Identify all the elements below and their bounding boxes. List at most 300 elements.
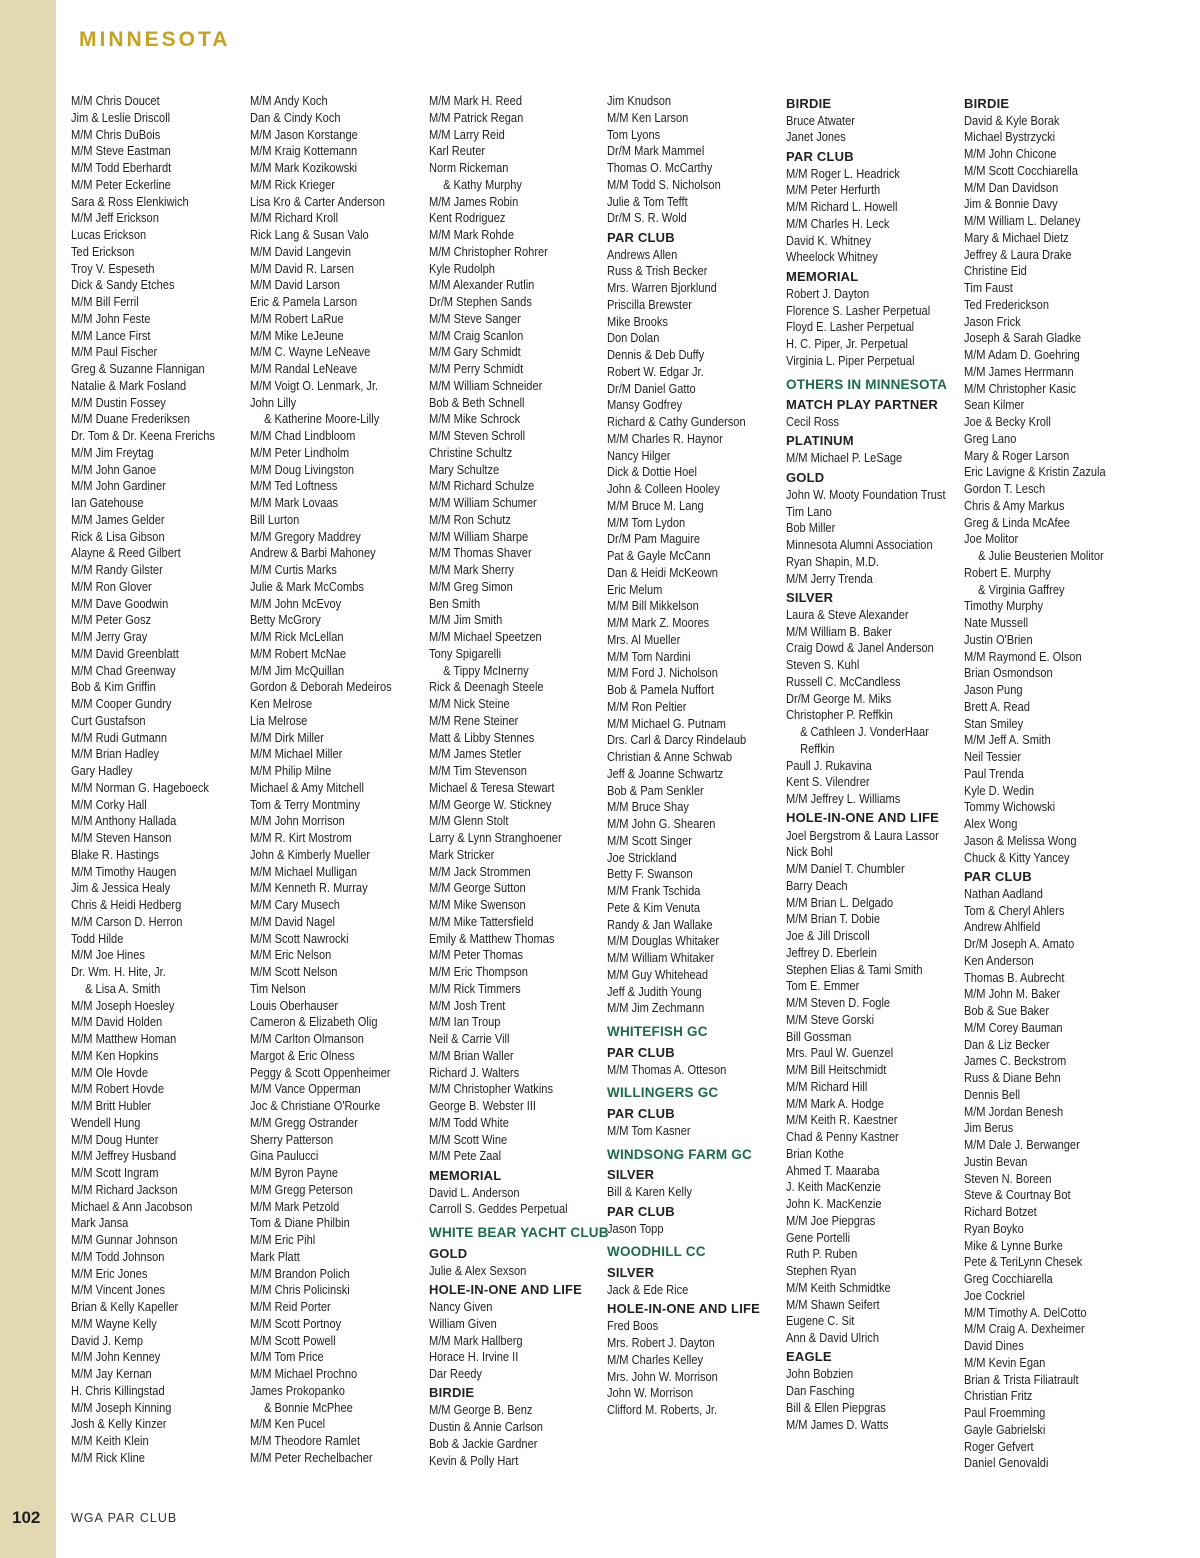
level-heading: PAR CLUB	[607, 1203, 675, 1219]
member-name: Bill & Ellen Piepgras	[786, 1400, 886, 1415]
footer-label: WGA PAR CLUB	[71, 1511, 178, 1525]
member-name: Julie & Tom Tefft	[607, 194, 688, 209]
member-name: Norm Rickeman	[429, 161, 509, 175]
member-name: Paul Trenda	[964, 766, 1024, 781]
member-name: Rick & Deenagh Steele	[429, 680, 544, 695]
member-name: Jack & Ede Rice	[607, 1283, 689, 1298]
member-name: J. Keith MacKenzie	[786, 1180, 881, 1195]
member-name: Rick & Lisa Gibson	[71, 529, 165, 544]
member-name: Lia Melrose	[250, 713, 308, 728]
member-name: Brian Osmondson	[964, 666, 1053, 681]
member-name: Jason Frick	[964, 314, 1021, 329]
member-name: M/M Eric Pihl	[250, 1233, 316, 1247]
member-name: Paull J. Rukavina	[786, 758, 872, 773]
member-name: Dr/M George M. Miks	[786, 691, 892, 706]
member-name: Don Dolan	[607, 331, 660, 346]
member-name: M/M Eric Nelson	[250, 948, 332, 963]
member-name: Robert J. Dayton	[786, 286, 870, 301]
member-name: Bruce Atwater	[786, 113, 855, 128]
member-name: M/M Chris Policinski	[250, 1283, 350, 1298]
member-name: M/M Alexander Rutlin	[429, 278, 535, 293]
member-name: David & Kyle Borak	[964, 113, 1060, 128]
member-name: M/M William Schneider	[429, 378, 543, 393]
member-name: Wheelock Whitney	[786, 250, 878, 265]
member-name: M/M Richard Kroll	[250, 211, 339, 226]
member-name: Roger Gefvert	[964, 1439, 1034, 1454]
member-name: M/M Richard Schulze	[429, 479, 535, 494]
member-name: M/M Jerry Trenda	[786, 571, 873, 586]
member-name: Ian Gatehouse	[71, 496, 144, 510]
member-name: Mary & Roger Larson	[964, 448, 1070, 463]
member-name: Ryan Boyko	[964, 1221, 1024, 1236]
member-name: M/M Philip Milne	[250, 764, 332, 778]
member-name: M/M Jerry Gray	[71, 630, 148, 644]
member-name: Christian Fritz	[964, 1389, 1033, 1404]
member-name: Floyd E. Lasher Perpetual	[786, 320, 915, 335]
member-name: David L. Anderson	[429, 1185, 520, 1200]
member-name: M/M Doug Livingston	[250, 462, 355, 477]
level-heading: HOLE-IN-ONE AND LIFE	[607, 1301, 761, 1317]
column-4	[607, 93, 783, 1419]
member-name: M/M William Whitaker	[607, 951, 715, 966]
member-name-continuation: & Lisa A. Smith	[85, 981, 161, 996]
member-name: M/M Brian L. Delgado	[786, 895, 894, 910]
member-name: M/M Steve Eastman	[71, 144, 171, 159]
member-name: M/M Brandon Polich	[250, 1266, 350, 1281]
member-name: Bob & Pamela Nuffort	[607, 683, 714, 698]
member-name: Mary & Michael Dietz	[964, 230, 1069, 245]
member-name: M/M David Larson	[250, 278, 340, 293]
member-name: Priscilla Brewster	[607, 297, 692, 312]
member-name: M/M Christopher Rohrer	[429, 244, 548, 259]
page-number: 102	[12, 1508, 41, 1527]
member-name: M/M Tom Kasner	[607, 1124, 691, 1139]
member-name: M/M Dave Goodwin	[71, 596, 169, 611]
member-name: M/M Mike Schrock	[429, 412, 521, 427]
member-name: Bob & Pam Senkler	[607, 783, 704, 798]
member-name: M/M Kenneth R. Murray	[250, 881, 368, 896]
member-name: Sara & Ross Elenkiwich	[71, 194, 189, 209]
member-name: Dennis & Deb Duffy	[607, 348, 705, 363]
member-name: M/M Eric Thompson	[429, 965, 528, 979]
member-name: Michael & Ann Jacobson	[71, 1199, 193, 1214]
member-name: Chris & Amy Markus	[964, 498, 1065, 513]
member-name-continuation: Reffkin	[800, 741, 835, 756]
member-name: Sean Kilmer	[964, 398, 1025, 413]
member-name: Barry Deach	[786, 878, 848, 893]
member-name: Brett A. Read	[964, 699, 1030, 714]
member-name: Mrs. Paul W. Guenzel	[786, 1046, 894, 1061]
member-name: M/M Scott Cocchiarella	[964, 163, 1078, 178]
member-name: Matt & Libby Stennes	[429, 730, 535, 745]
member-name: M/M Jim Freytag	[71, 445, 154, 460]
member-name: M/M Peter Eckerline	[71, 177, 171, 192]
member-name: M/M Josh Trent	[429, 998, 506, 1013]
member-name: Justin O'Brien	[964, 632, 1033, 647]
member-name: Janet Jones	[786, 130, 846, 145]
member-name: Laura & Steve Alexander	[786, 607, 909, 622]
member-name: M/M Steve Sanger	[429, 311, 521, 326]
member-name: Jason & Melissa Wong	[964, 833, 1077, 848]
member-name: Kyle Rudolph	[429, 261, 495, 276]
member-name: Dr/M Daniel Gatto	[607, 381, 696, 396]
member-name: M/M James Robin	[429, 194, 519, 209]
level-heading: GOLD	[786, 469, 825, 485]
member-name: Minnesota Alumni Association	[786, 538, 933, 553]
member-name: Joe Cockriel	[964, 1288, 1025, 1303]
member-name: Jason Pung	[964, 683, 1023, 698]
member-name: Michael Bystrzycki	[964, 130, 1056, 145]
member-name: M/M Theodore Ramlet	[250, 1434, 361, 1448]
member-name: M/M R. Kirt Mostrom	[250, 831, 352, 845]
member-name: Gordon T. Lesch	[964, 482, 1046, 497]
member-name: M/M Christopher Watkins	[429, 1082, 553, 1097]
member-name: M/M David Nagel	[250, 914, 336, 929]
member-name: M/M Michael G. Putnam	[607, 716, 726, 731]
member-name: M/M Curtis Marks	[250, 563, 337, 577]
column-2	[250, 93, 426, 1467]
member-name: Stan Smiley	[964, 716, 1024, 731]
member-name: Mike & Lynne Burke	[964, 1238, 1063, 1253]
member-name: Joel Bergstrom & Laura Lassor	[786, 828, 939, 843]
member-name: M/M Jim Zechmann	[607, 1001, 705, 1016]
member-name: Dick & Dottie Hoel	[607, 465, 697, 480]
member-name: M/M Richard Jackson	[71, 1182, 178, 1197]
member-name: M/M William L. Delaney	[964, 214, 1081, 229]
member-name: Margot & Eric Olness	[250, 1048, 355, 1063]
member-name: Dr. Tom & Dr. Keena Frerichs	[71, 429, 215, 443]
member-name: Nancy Given	[429, 1300, 493, 1315]
member-name: Dan & Liz Becker	[964, 1037, 1050, 1052]
member-name: Fred Boos	[607, 1319, 659, 1334]
member-name: Nate Mussell	[964, 616, 1029, 631]
member-name: Stephen Elias & Tami Smith	[786, 962, 923, 977]
member-name: M/M Bill Ferril	[71, 295, 139, 309]
member-name: M/M Jim Smith	[429, 613, 503, 628]
member-name: M/M Mark Petzold	[250, 1199, 340, 1214]
member-name: Joe & Jill Driscoll	[786, 929, 870, 943]
member-name: John & Kimberly Mueller	[250, 847, 371, 862]
member-name: M/M John M. Baker	[964, 987, 1061, 1002]
member-name: Christopher P. Reffkin	[786, 708, 893, 723]
member-name: M/M Norman G. Hageboeck	[71, 780, 209, 795]
member-name: Timothy Murphy	[964, 599, 1044, 614]
member-name: M/M Tim Stevenson	[429, 764, 527, 778]
member-name: Joe Molitor	[964, 532, 1019, 547]
member-name: M/M Richard Hill	[786, 1079, 868, 1094]
member-name: M/M Vincent Jones	[71, 1283, 166, 1298]
member-name: M/M Britt Hubler	[71, 1099, 152, 1113]
member-name: M/M Jason Korstange	[250, 127, 358, 142]
member-name: M/M Mark Sherry	[429, 563, 514, 577]
member-name: M/M Ron Peltier	[607, 699, 687, 714]
member-name: Christian & Anne Schwab	[607, 750, 733, 765]
member-name: M/M Todd White	[429, 1115, 509, 1130]
member-name: M/M Raymond E. Olson	[964, 649, 1082, 664]
member-name: M/M John Ganoe	[71, 462, 157, 477]
member-name: Eric Melum	[607, 582, 663, 597]
column-6	[964, 93, 1140, 1472]
member-name: Cecil Ross	[786, 415, 839, 430]
member-name: M/M Michael P. LeSage	[786, 451, 903, 466]
member-name: M/M Nick Steine	[429, 697, 510, 711]
member-name: M/M Eric Jones	[71, 1266, 148, 1281]
member-name-continuation: & Virginia Gaffrey	[978, 582, 1065, 597]
member-name: Gina Paulucci	[250, 1149, 319, 1164]
member-name: Joe Strickland	[607, 850, 677, 865]
member-name: M/M Gregory Maddrey	[250, 529, 361, 544]
member-name: Jeffrey D. Eberlein	[786, 945, 877, 960]
member-name: Ken Anderson	[964, 953, 1034, 968]
member-name: Troy V. Espeseth	[71, 261, 155, 276]
member-name: Bob & Beth Schnell	[429, 395, 525, 410]
member-name: M/M Daniel T. Chumbler	[786, 862, 905, 876]
level-heading: EAGLE	[786, 1349, 832, 1365]
member-name: M/M Patrick Regan	[429, 110, 524, 125]
member-name: Betty F. Swanson	[607, 867, 693, 882]
member-name-continuation: & Kathy Murphy	[443, 177, 522, 192]
member-name: M/M Joe Piepgras	[786, 1213, 876, 1228]
member-name: Louis Oberhauser	[250, 998, 339, 1013]
member-name: M/M Gary Schmidt	[429, 345, 521, 360]
member-name: M/M Larry Reid	[429, 127, 505, 142]
member-name: Gene Portelli	[786, 1230, 851, 1245]
member-name: Joc & Christiane O'Rourke	[250, 1099, 381, 1113]
member-name: Pete & TeriLynn Chesek	[964, 1255, 1083, 1270]
member-name: M/M Craig A. Dexheimer	[964, 1322, 1085, 1337]
member-name: M/M William Sharpe	[429, 529, 529, 544]
member-name: Josh & Kelly Kinzer	[71, 1417, 167, 1432]
member-name: M/M Steven Hanson	[71, 831, 172, 845]
member-name: Andrews Allen	[607, 247, 678, 262]
member-name: M/M Carson D. Herron	[71, 914, 183, 929]
page-title: MINNESOTA	[79, 28, 231, 51]
member-name: M/M Andy Koch	[250, 94, 328, 108]
member-name: M/M Charles R. Haynor	[607, 431, 723, 446]
member-name: M/M Tom Price	[250, 1350, 324, 1365]
member-name: Tom E. Emmer	[786, 979, 860, 994]
member-name: Karl Reuter	[429, 144, 486, 159]
member-name: Tom & Terry Montminy	[250, 797, 361, 812]
level-heading: MATCH PLAY PARTNER	[786, 397, 938, 413]
member-name: M/M Todd S. Nicholson	[607, 177, 721, 192]
member-name: Mansy Godfrey	[607, 398, 683, 413]
member-name: Russ & Trish Becker	[607, 264, 708, 279]
member-name: M/M Michael Prochno	[250, 1367, 358, 1381]
member-name: George B. Webster III	[429, 1099, 536, 1113]
member-name: M/M Charles Kelley	[607, 1352, 704, 1367]
member-name: M/M Jack Strommen	[429, 864, 531, 879]
member-name: Brian & Kelly Kapeller	[71, 1300, 179, 1314]
member-name: Dr/M Stephen Sands	[429, 295, 532, 309]
member-name: M/M Adam D. Goehring	[964, 348, 1080, 363]
member-name: M/M Voigt O. Lenmark, Jr.	[250, 378, 379, 393]
member-name: M/M Scott Nelson	[250, 965, 338, 979]
member-name: M/M Steven D. Fogle	[786, 996, 891, 1010]
member-name: M/M Greg Simon	[429, 579, 513, 594]
member-name: M/M Jordan Benesh	[964, 1104, 1064, 1119]
member-name: Robert W. Edgar Jr.	[607, 364, 704, 379]
member-name: M/M Keith Schmidtke	[786, 1280, 891, 1295]
member-name: Dr/M Joseph A. Amato	[964, 937, 1075, 952]
member-name: Mark Jansa	[71, 1216, 129, 1231]
member-name: M/M John Kenney	[71, 1350, 161, 1365]
member-name: Neil Tessier	[964, 750, 1022, 765]
member-name: M/M Scott Ingram	[71, 1166, 159, 1180]
member-name: Eugene C. Sit	[786, 1314, 855, 1329]
level-heading: GOLD	[429, 1245, 468, 1261]
member-name: M/M Chad Lindbloom	[250, 429, 356, 443]
member-name: Ted Erickson	[71, 244, 135, 259]
member-name: Dr/M Mark Mammel	[607, 144, 705, 159]
member-name: Blake R. Hastings	[71, 847, 160, 862]
member-name: Chad & Penny Kastner	[786, 1130, 899, 1144]
member-name: M/M Jim McQuillan	[250, 663, 345, 678]
member-name: Greg & Linda McAfee	[964, 515, 1070, 530]
side-band	[0, 0, 56, 1558]
member-name: Dan & Heidi McKeown	[607, 565, 718, 580]
member-name: M/M Tom Nardini	[607, 649, 691, 664]
member-name: Drs. Carl & Darcy Rindelaub	[607, 733, 747, 748]
member-name: M/M Bill Mikkelson	[607, 599, 699, 614]
member-name: Ben Smith	[429, 596, 481, 611]
member-name: Joe & Becky Kroll	[964, 415, 1051, 430]
member-name: M/M Richard L. Howell	[786, 200, 898, 215]
level-heading: BIRDIE	[964, 95, 1010, 111]
member-name: Mark Platt	[250, 1249, 300, 1264]
member-name: M/M Dan Davidson	[964, 180, 1059, 195]
member-name: Tim Faust	[964, 281, 1013, 296]
member-name: M/M Dale J. Berwanger	[964, 1138, 1080, 1153]
member-name-continuation: & Katherine Moore-Lilly	[264, 412, 380, 427]
member-name: M/M Scott Portnoy	[250, 1316, 342, 1331]
member-name: M/M John McEvoy	[250, 596, 342, 611]
level-heading: PAR CLUB	[607, 1044, 675, 1060]
member-name: David Dines	[964, 1339, 1024, 1354]
member-name: Gordon & Deborah Medeiros	[250, 680, 392, 695]
member-name: M/M Mark Lovaas	[250, 496, 339, 510]
member-name: Lucas Erickson	[71, 228, 147, 242]
level-heading: HOLE-IN-ONE AND LIFE	[429, 1281, 583, 1297]
member-name: Kevin & Polly Hart	[429, 1453, 519, 1468]
member-name: M/M Joseph Hoesley	[71, 998, 175, 1013]
member-name: M/M Corey Bauman	[964, 1020, 1063, 1035]
member-name: M/M Mark Hallberg	[429, 1333, 523, 1348]
member-name: Craig Dowd & Janel Anderson	[786, 641, 934, 656]
member-name: Christine Eid	[964, 264, 1027, 279]
member-name: M/M Scott Wine	[429, 1132, 508, 1147]
member-name: James Prokopanko	[250, 1383, 345, 1398]
level-heading: HOLE-IN-ONE AND LIFE	[786, 810, 940, 826]
member-name: Brian & Trista Filiatrault	[964, 1372, 1079, 1387]
member-name: M/M James Herrmann	[964, 364, 1074, 379]
member-name: Jeffrey & Laura Drake	[964, 247, 1072, 262]
member-name: M/M Cary Musech	[250, 898, 340, 912]
member-name: Michael & Amy Mitchell	[250, 780, 364, 795]
member-name: Steven S. Kuhl	[786, 658, 860, 673]
member-name: M/M Ian Troup	[429, 1015, 501, 1030]
member-name-continuation: & Bonnie McPhee	[264, 1400, 353, 1415]
member-name: Christine Schultz	[429, 445, 513, 460]
member-name: M/M Jeffrey L. Williams	[786, 792, 901, 807]
member-name: Jim Berus	[964, 1121, 1014, 1136]
member-name: M/M Paul Fischer	[71, 345, 158, 360]
member-name: Jason Topp	[607, 1221, 664, 1236]
member-name: Kyle D. Wedin	[964, 783, 1035, 798]
member-name: M/M Ron Glover	[71, 579, 152, 594]
member-name: Sherry Patterson	[250, 1132, 334, 1147]
column-1	[71, 93, 247, 1467]
member-name: Gary Hadley	[71, 764, 133, 778]
member-name: Peggy & Scott Oppenheimer	[250, 1065, 391, 1080]
member-name: M/M Peter Lindholm	[250, 445, 350, 460]
member-name: Jim & Leslie Driscoll	[71, 110, 171, 125]
member-name: Ahmed T. Maaraba	[786, 1163, 880, 1178]
member-name: M/M Randy Gilster	[71, 563, 163, 577]
member-name: Mike Brooks	[607, 314, 668, 329]
level-heading: PLATINUM	[786, 433, 854, 449]
member-name: Dustin & Annie Carlson	[429, 1420, 543, 1435]
member-name: M/M John Morrison	[250, 814, 345, 829]
member-name: Todd Hilde	[71, 931, 124, 946]
member-name: Julie & Mark McCombs	[250, 579, 364, 594]
member-name: M/M Thomas A. Otteson	[607, 1062, 727, 1077]
member-name: M/M Douglas Whitaker	[607, 934, 720, 949]
member-name: M/M James Gelder	[71, 512, 165, 527]
member-name: M/M Cooper Gundry	[71, 697, 172, 711]
member-name: M/M Peter Gosz	[71, 613, 152, 628]
member-name: Ted Frederickson	[964, 297, 1050, 312]
level-heading: SILVER	[607, 1167, 655, 1183]
member-name: Neil & Carrie Vill	[429, 1032, 510, 1046]
member-name: Lisa Kro & Carter Anderson	[250, 194, 385, 209]
member-name: Greg Lano	[964, 431, 1017, 446]
member-name: Richard & Cathy Gunderson	[607, 415, 746, 430]
member-name: M/M George W. Stickney	[429, 797, 552, 812]
member-name: Russ & Diane Behn	[964, 1071, 1061, 1086]
member-name: M/M John Feste	[71, 311, 151, 326]
member-name: Richard J. Walters	[429, 1065, 520, 1080]
member-name: Tommy Wichowski	[964, 800, 1056, 815]
member-name: M/M Rene Steiner	[429, 713, 519, 728]
member-name: M/M Tom Lydon	[607, 515, 686, 530]
member-name: M/M Robert Hovde	[71, 1082, 165, 1097]
member-name: M/M Brian Waller	[429, 1048, 514, 1063]
member-name: Russell C. McCandless	[786, 674, 901, 689]
member-name: Nancy Hilger	[607, 448, 671, 463]
member-name: M/M Christopher Kasic	[964, 381, 1077, 396]
member-name: M/M Michael Speetzen	[429, 630, 542, 644]
member-name: Tim Lano	[786, 504, 832, 519]
member-name: M/M Bill Heitschmidt	[786, 1063, 887, 1077]
member-name: M/M Mike LeJeune	[250, 328, 344, 343]
member-name-continuation: & Julie Beusterien Molitor	[978, 549, 1104, 564]
member-name-continuation: & Cathleen J. VonderHaar	[800, 725, 929, 740]
member-name: Stephen Ryan	[786, 1264, 857, 1278]
member-name: M/M Todd Johnson	[71, 1249, 165, 1264]
member-name: Bob Miller	[786, 521, 836, 536]
column-3	[429, 93, 609, 1469]
member-name: M/M Matthew Homan	[71, 1032, 177, 1046]
member-name: Greg Cocchiarella	[964, 1272, 1053, 1287]
member-name: Dr/M S. R. Wold	[607, 211, 687, 226]
member-name: M/M Scott Nawrocki	[250, 931, 349, 946]
member-name: M/M Bruce M. Lang	[607, 498, 704, 513]
member-name: M/M Perry Schmidt	[429, 362, 524, 376]
level-heading: MEMORIAL	[786, 268, 859, 284]
member-name: Richard Botzet	[964, 1205, 1037, 1220]
club-heading: OTHERS IN MINNESOTA	[786, 376, 948, 392]
